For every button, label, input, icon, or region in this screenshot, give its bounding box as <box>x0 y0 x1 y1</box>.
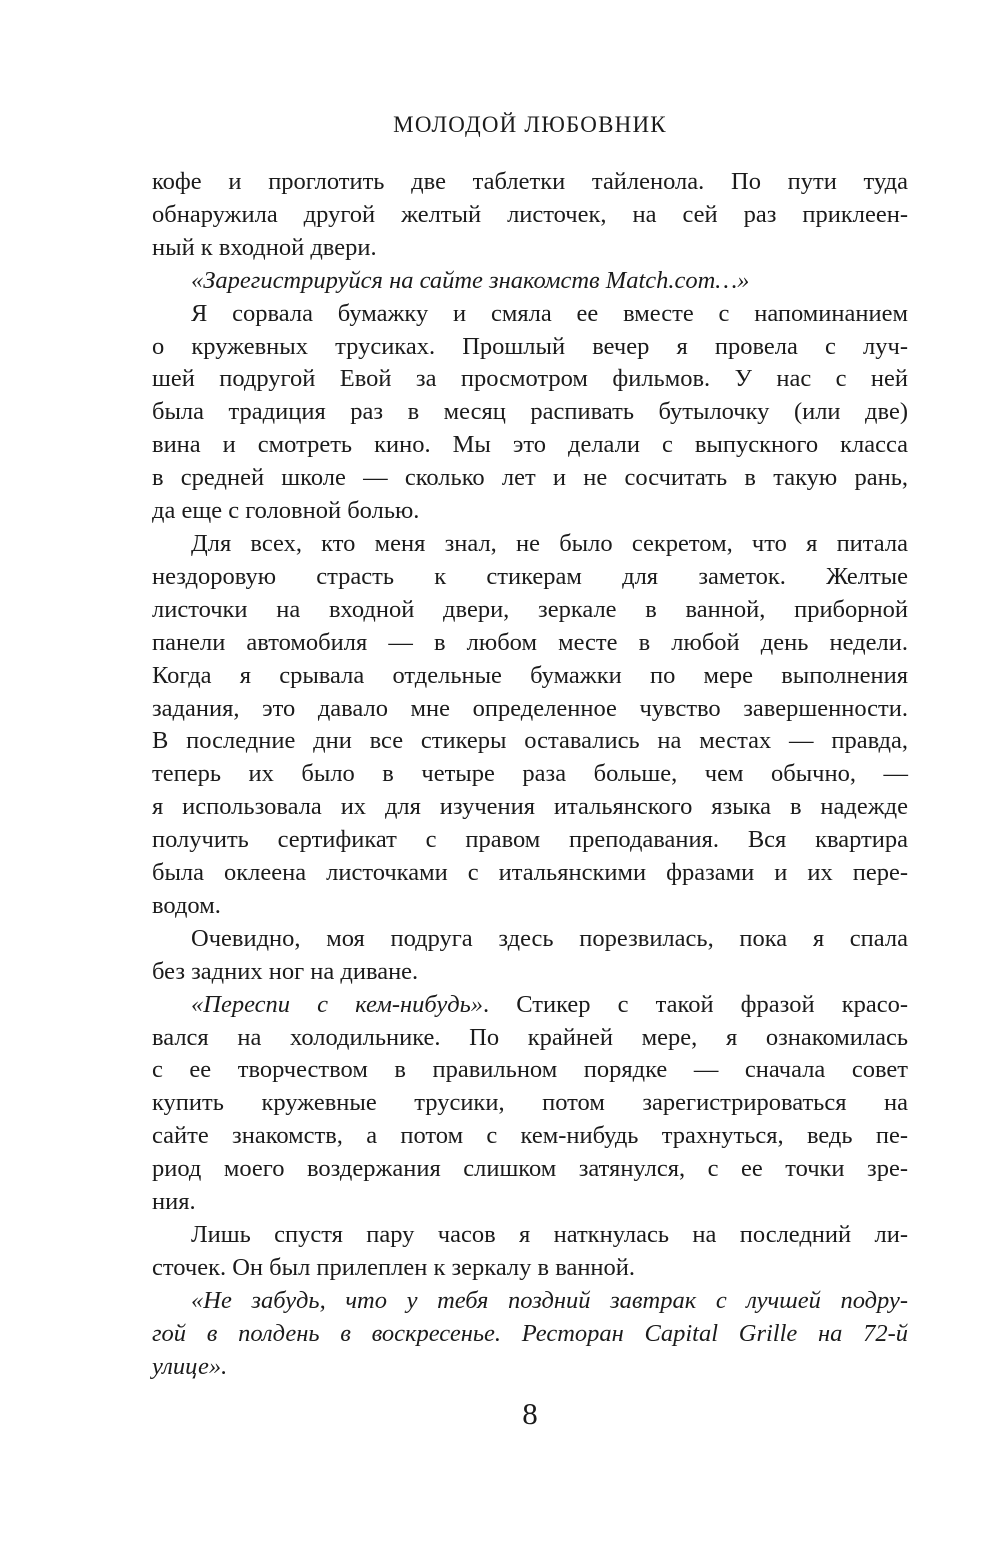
paragraph <box>152 166 908 265</box>
text-line: листочки на входной двери, зеркале в ванной, приборной <box>152 595 908 623</box>
text-line: нездоровую страсть к стикерам для заметок. Желтые <box>152 562 908 590</box>
text-line: «Зарегистрируйся на сайте знакомств Match.com…» <box>191 266 750 294</box>
text-line: в средней школе — сколько лет и не сосчитать в такую рань, <box>152 464 908 492</box>
text-line: кофе и проглотить две таблетки тайленола. По пути туда <box>152 168 908 195</box>
text-line: Когда я срывала отдельные бумажки по мере выполнения <box>152 661 908 689</box>
text-line: гой в полдень в воскресенье. Ресторан Capital Grille на 72-й <box>152 1319 908 1347</box>
paragraph <box>152 989 908 1219</box>
text-line: сточек. Он был прилеплен к зеркалу в ванной. <box>152 1253 636 1281</box>
text-line: вался на холодильнике. По крайней мере, я ознакомилась <box>152 1023 908 1051</box>
text-line: сайте знакомств, а потом с кем-нибудь трахнуться, ведь пе- <box>152 1122 908 1150</box>
text-line: В последние дни все стикеры оставались на местах — правда, <box>152 727 908 755</box>
text-line: получить сертификат с правом преподавания. Вся квартира <box>152 826 908 854</box>
text-line: риод моего воздержания слишком затянулся, с ее точки зре- <box>152 1155 908 1183</box>
paragraph <box>152 265 908 298</box>
text-line: обнаружила другой желтый листочек, на сей раз приклеен- <box>152 200 908 228</box>
running-header: МОЛОДОЙ ЛЮБОВНИК <box>393 112 667 137</box>
text-line: ный к входной двери. <box>152 233 377 261</box>
paragraph <box>152 1285 908 1384</box>
text-line: Для всех, кто меня знал, не было секретом, что я питала <box>191 529 908 557</box>
text-line: вина и смотреть кино. Мы это делали с выпускного класса <box>152 431 908 459</box>
text-line: улице». <box>152 1352 228 1380</box>
text-line: Очевидно, моя подруга здесь порезвилась, пока я спала <box>191 924 908 952</box>
text-line: без задних ног на диване. <box>152 957 419 985</box>
paragraph <box>152 298 908 528</box>
text-line: была традиция раз в месяц распивать бутылочку (или две) <box>152 398 908 426</box>
text-line: задания, это давало мне определенное чувство завершенности. <box>152 694 908 722</box>
text-line: ния. <box>152 1188 196 1216</box>
text-line: теперь их было в четыре раза больше, чем обычно, — <box>152 760 908 788</box>
text-line: водом. <box>152 891 221 919</box>
paragraph <box>152 923 908 989</box>
italic-segment: «Переспи с кем-нибудь» <box>191 990 484 1018</box>
text-line: панели автомобиля — в любом месте в любой день недели. <box>152 628 908 656</box>
text-line: была оклеена листочками с итальянскими фразами и их пере- <box>152 859 908 887</box>
text-line: «Не забудь, что у тебя поздний завтрак с лучшей подру- <box>191 1286 908 1314</box>
paragraph <box>152 1219 908 1285</box>
text-line: я использовала их для изучения итальянского языка в надежде <box>152 793 908 821</box>
page-number: 8 <box>522 1396 538 1431</box>
text-line: купить кружевные трусики, потом зарегистрироваться на <box>152 1089 908 1117</box>
text-segment: . Стикер с такой фразой красо- <box>483 990 909 1018</box>
text-line: шей подругой Евой за просмотром фильмов. У нас с ней <box>152 365 908 393</box>
text-line <box>152 989 908 1022</box>
text-line: да еще с головной болью. <box>152 497 420 525</box>
body-text <box>152 166 908 1384</box>
text-line: Я сорвала бумажку и смяла ее вместе с напоминанием <box>191 299 908 327</box>
text-line: Лишь спустя пару часов я наткнулась на последний ли- <box>191 1221 908 1248</box>
paragraph <box>152 528 908 923</box>
text-line: о кружевных трусиках. Прошлый вечер я провела с луч- <box>152 332 908 360</box>
text-line: с ее творчеством в правильном порядке — сначала совет <box>152 1056 908 1084</box>
